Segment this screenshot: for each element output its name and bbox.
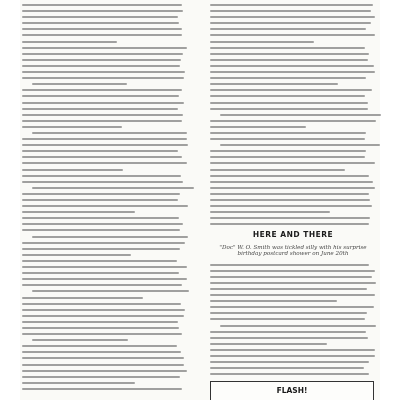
- text-line: [22, 169, 123, 171]
- text-line: [210, 306, 374, 308]
- text-line: [22, 357, 184, 359]
- text-line: [22, 303, 181, 305]
- text-line: [22, 309, 185, 311]
- text-line: [32, 132, 187, 134]
- text-line: [22, 205, 188, 207]
- text-line: [210, 205, 372, 207]
- text-line: [22, 162, 187, 164]
- text-line: [22, 211, 135, 213]
- text-line: [22, 260, 177, 262]
- text-line: [32, 290, 189, 292]
- text-line: [22, 297, 143, 299]
- text-line: [22, 28, 182, 30]
- text-line: [22, 278, 187, 280]
- text-line: [210, 16, 375, 18]
- text-line: [210, 367, 364, 369]
- text-line: [210, 355, 375, 357]
- text-line: [22, 71, 185, 73]
- text-line: [22, 108, 178, 110]
- text-line: [22, 345, 177, 347]
- text-line: [22, 199, 178, 201]
- text-line: [210, 132, 366, 134]
- text-line: [22, 388, 182, 390]
- text-line: [22, 175, 181, 177]
- text-line: [210, 187, 375, 189]
- text-line: [210, 162, 375, 164]
- text-line: [22, 22, 179, 24]
- text-line: [22, 382, 135, 384]
- text-line: [22, 315, 184, 317]
- text-line: [22, 126, 122, 128]
- text-line: [210, 199, 370, 201]
- text-line: [22, 77, 184, 79]
- text-line: [210, 59, 368, 61]
- text-line: [22, 370, 187, 372]
- text-line: [210, 89, 372, 91]
- text-line: [22, 351, 181, 353]
- text-line: [210, 126, 306, 128]
- text-line: [210, 83, 338, 85]
- text-line: [210, 217, 370, 219]
- text-line: [32, 236, 188, 238]
- text-line: [210, 300, 337, 302]
- text-line: [210, 120, 376, 122]
- text-line: [210, 373, 369, 375]
- text-line: [22, 181, 183, 183]
- text-line: [22, 59, 181, 61]
- newsletter-page: [20, 0, 380, 400]
- text-line: [210, 34, 375, 36]
- text-line: [210, 156, 365, 158]
- text-line: [32, 339, 128, 341]
- text-line: [22, 229, 180, 231]
- text-line: [22, 4, 182, 6]
- text-line: [210, 4, 373, 6]
- text-line: [210, 211, 330, 213]
- text-line: [210, 175, 369, 177]
- text-line: [210, 343, 327, 345]
- text-line: [22, 120, 182, 122]
- text-line: [22, 150, 178, 152]
- section-heading: HERE AND THERE: [252, 230, 334, 240]
- text-line: [22, 266, 187, 268]
- right-column-text-bottom: [210, 264, 376, 376]
- text-line: [22, 34, 182, 36]
- text-line: [210, 264, 369, 266]
- text-line: [210, 47, 365, 49]
- text-line: [22, 102, 184, 104]
- text-line: [210, 270, 375, 272]
- text-line: [22, 193, 180, 195]
- text-line: [210, 138, 365, 140]
- text-line: [210, 102, 368, 104]
- text-line: [210, 331, 366, 333]
- text-line: [22, 327, 179, 329]
- text-line: [22, 10, 183, 12]
- text-line: [220, 325, 376, 327]
- text-line: [22, 114, 183, 116]
- text-line: [210, 318, 365, 320]
- text-line: [220, 144, 380, 146]
- text-line: [22, 242, 185, 244]
- left-column: [22, 4, 188, 394]
- text-line: [210, 193, 369, 195]
- text-line: [22, 376, 180, 378]
- text-line: [210, 77, 366, 79]
- text-line: [22, 65, 180, 67]
- text-line: [22, 284, 182, 286]
- text-line: [22, 272, 179, 274]
- text-line: [210, 150, 366, 152]
- text-line: [210, 312, 367, 314]
- text-line: [210, 65, 374, 67]
- text-line: [22, 89, 182, 91]
- text-line: [210, 53, 369, 55]
- flash-title: FLASH!: [276, 386, 308, 395]
- text-line: [210, 71, 375, 73]
- text-line: [210, 28, 366, 30]
- text-line: [32, 83, 127, 85]
- text-line: [210, 276, 372, 278]
- text-line: [22, 254, 131, 256]
- text-line: [210, 361, 369, 363]
- text-line: [22, 321, 178, 323]
- text-line: [22, 53, 183, 55]
- section-lead: "Doc" W. O. Smith was tickled silly with his surprise birthday postcard shower on June 20th: [219, 245, 367, 258]
- text-line: [22, 16, 178, 18]
- text-line: [210, 181, 373, 183]
- text-line: [210, 223, 369, 225]
- text-line: [210, 41, 314, 43]
- text-line: [32, 187, 194, 189]
- text-line: [22, 248, 180, 250]
- text-line: [22, 144, 188, 146]
- text-line: [210, 169, 345, 171]
- right-column: [210, 4, 376, 379]
- text-line: [22, 41, 117, 43]
- text-line: [210, 22, 371, 24]
- text-line: [22, 138, 187, 140]
- text-line: [22, 217, 179, 219]
- text-line: [210, 95, 365, 97]
- flash-box: [210, 381, 374, 400]
- text-line: [210, 282, 376, 284]
- text-line: [210, 108, 368, 110]
- text-line: [22, 95, 179, 97]
- text-line: [210, 337, 368, 339]
- text-line: [22, 223, 183, 225]
- text-line: [210, 10, 371, 12]
- text-line: [22, 47, 187, 49]
- text-line: [210, 349, 375, 351]
- right-column-text-top: [210, 4, 376, 225]
- left-column-text: [22, 4, 188, 390]
- text-line: [210, 288, 367, 290]
- text-line: [22, 333, 182, 335]
- text-line: [210, 294, 375, 296]
- text-line: [220, 114, 381, 116]
- text-line: [22, 156, 182, 158]
- text-line: [22, 364, 184, 366]
